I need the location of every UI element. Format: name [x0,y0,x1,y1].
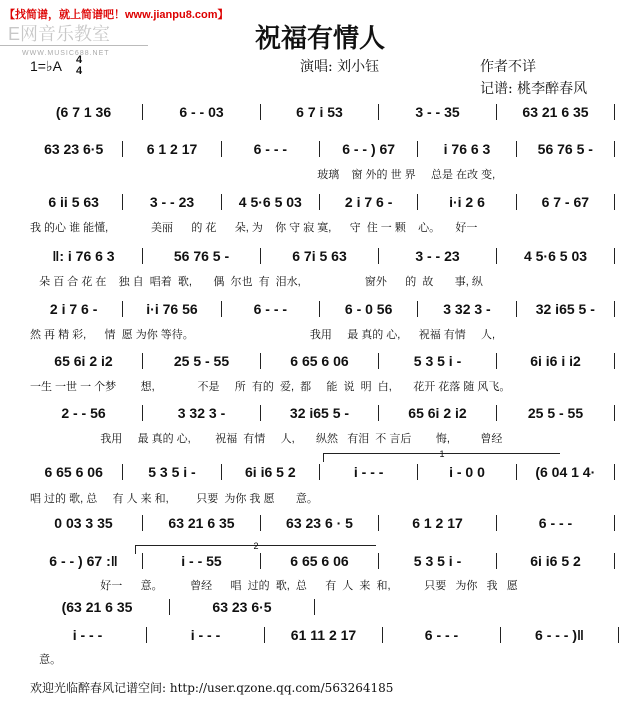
measure: 4 5·6 5 03 [238,194,302,210]
measure: i·i 2 6 [449,194,485,210]
measure: 6 - - - )‖ [535,627,584,643]
measure: 5 3 5 i - [148,464,196,480]
song-title: 祝福有情人 [254,24,385,54]
volta-2-bracket [135,541,376,554]
measure: 2 - - 56 [61,405,106,421]
bar-line [378,553,379,569]
measure: 6 65 6 06 [290,553,349,569]
watermark-text: 【找简谱，就上简谱吧！www.jianpu8.com】 [4,9,229,21]
logo-url: WWW.MUSIC688.NET [22,50,110,57]
measure: ‖: i 76 6 3 [52,248,115,264]
bar-line [378,104,379,120]
bar-line [122,464,123,480]
score-system [28,553,618,569]
measure: 6 65 6 06 [290,353,349,369]
bar-line [378,353,379,369]
lyrics-line: 我用 最 真的 心, 祝福 有情 人, 纵然 有泪 不 言后 悔, 曾经 [30,433,503,445]
lyrics-line: 朵 百 合 花 在 独 自 唱着 歌, 偶 尔也 有 泪水, 窗外 的 故 事, 纵 [30,276,483,288]
measure: i - 0 0 [449,464,485,480]
singer: 演唱: 刘小钰 [300,59,380,75]
volta-2-label: 2 [253,541,259,551]
bar-line [496,248,497,264]
bar-line [516,464,517,480]
measure: i 76 6 3 [443,141,491,157]
bar-line [260,104,261,120]
bar-line [614,248,615,264]
measure: 3 32 3 - [177,405,226,421]
bar-line [260,353,261,369]
measure: 25 5 - 55 [527,405,584,421]
bar-line [142,353,143,369]
measure: 6i i6 5 2 [530,553,581,569]
bar-line [496,104,497,120]
measure: 2 i 7 6 - [344,194,393,210]
score-system [28,141,618,157]
time-sig-bottom: 4 [76,65,83,77]
score-system [28,104,618,120]
bar-line [614,301,615,317]
bar-line [614,515,615,531]
score-system [28,194,618,210]
bar-line [417,141,418,157]
score-system [28,515,618,531]
measure: 65 6i 2 i2 [408,405,467,421]
bar-line [319,141,320,157]
measure: 6i i6 5 2 [245,464,296,480]
key-signature: 1=♭A [30,58,62,74]
score-system [28,353,618,369]
measure: 6 - - - [253,141,288,157]
measure: 63 23 6·5 [212,599,272,615]
measure: 6 - - ) 67 :‖ [49,553,118,569]
measure: 6 ii 5 63 [48,194,99,210]
bar-line [314,599,315,615]
bar-line [221,194,222,210]
lyrics-line: 我 的心 谁 能懂, 美丽 的 花 朵, 为 你 守 寂 寞, 守 住 一 颗 心。 好一 [30,222,478,234]
bar-line [614,405,615,421]
measure: 0 03 3 35 [54,515,113,531]
time-sig-top: 4 [76,54,83,66]
volta-1-label: 1 [439,449,445,459]
bar-line [142,405,143,421]
measure: (6 7 1 36 [55,104,112,120]
measure: 6 7i 5 63 [292,248,347,264]
measure: 6 65 6 06 [44,464,103,480]
bar-line [417,464,418,480]
bar-line [142,515,143,531]
bar-line [378,405,379,421]
measure: 61 11 2 17 [290,627,357,643]
measure: i - - - [72,627,103,643]
measure: 2 i 7 6 - [49,301,98,317]
measure: (6 04 1 4· [535,464,596,480]
bar-line [614,353,615,369]
measure: 3 - - 23 [415,248,460,264]
bar-line [496,405,497,421]
measure: 6 1 2 17 [146,141,198,157]
lyrics-line: 然 再 精 彩, 情 愿 为你 等待。 我用 最 真的 心, 祝福 有情 人, [30,329,496,341]
footer-text: 欢迎光临醉春风记谱空间: http://user.qzone.qq.com/563264185 [30,681,394,695]
bar-line [500,627,501,643]
bar-line [260,515,261,531]
bar-line [516,194,517,210]
lyrics-line: 意。 [30,654,62,666]
measure: 6 - - - [253,301,288,317]
measure: i - - - [353,464,384,480]
measure: 5 3 5 i - [413,553,462,569]
measure: (63 21 6 35 [61,599,133,615]
bar-line [614,553,615,569]
measure: 5 3 5 i - [413,353,462,369]
measure: 65 6i 2 i2 [54,353,113,369]
measure: 63 21 6 35 [168,515,235,531]
bar-line [142,104,143,120]
composer: 作者不详 [480,59,536,75]
bar-line [516,301,517,317]
bar-line [614,104,615,120]
score-system [32,627,622,643]
measure: 4 5·6 5 03 [523,248,588,264]
bar-line [382,627,383,643]
bar-line [122,141,123,157]
score-system [28,599,318,615]
bar-line [169,599,170,615]
measure: 6 - - - [538,515,573,531]
measure: 63 23 6·5 [44,141,104,157]
bar-line [614,464,615,480]
measure: i·i 76 56 [146,301,198,317]
bar-line [319,301,320,317]
score-system [28,248,618,264]
measure: 6 - 0 56 [344,301,393,317]
bar-line [378,515,379,531]
measure: 3 - - 23 [149,194,195,210]
bar-line [122,301,123,317]
bar-line [614,194,615,210]
lyrics-line: 唱 过的 歌, 总 有 人 来 和, 只要 为你 我 愿 意。 [30,493,318,505]
lyrics-line: 一生 一世 一 个梦 想, 不是 所 有的 爱, 都 能 说 明 白, 花开 花落 随 风飞。 [30,381,511,393]
bar-line [260,248,261,264]
bar-line [516,141,517,157]
bar-line [260,553,261,569]
bar-line [221,141,222,157]
score-system [28,405,618,421]
lyrics-line: 玻璃 窗 外的 世 界 总是 在改 变, [30,169,496,181]
measure: 6 - - ) 67 [342,141,396,157]
lyrics-line: 好一 意。 曾经 唱 过的 歌, 总 有 人 来 和, 只要 为你 我 愿 [30,580,518,592]
measure: 63 21 6 35 [522,104,589,120]
measure: 6 - - - [424,627,459,643]
bar-line [614,141,615,157]
measure: 6 - - 03 [179,104,224,120]
bar-line [221,464,222,480]
measure: 56 76 5 - [537,141,593,157]
score-system [28,464,618,480]
measure: 6 7 i 53 [296,104,343,120]
measure: i - - - [190,627,221,643]
bar-line [260,405,261,421]
measure: 56 76 5 - [173,248,230,264]
time-signature [76,55,82,77]
bar-line [142,553,143,569]
measure: 32 i65 5 - [289,405,350,421]
measure: i - - 55 [181,553,222,569]
bar-line [146,627,147,643]
bar-line [378,248,379,264]
measure: 32 i65 5 - [535,301,595,317]
site-logo: E网音乐教室 [8,24,111,44]
bar-line [319,194,320,210]
measure: 3 32 3 - [443,301,491,317]
bar-line [496,515,497,531]
bar-line [496,553,497,569]
measure: 63 23 6 · 5 [286,515,353,531]
bar-line [618,627,619,643]
bar-line [221,301,222,317]
bar-line [142,248,143,264]
volta-1-bracket [323,449,560,462]
bar-line [122,194,123,210]
measure: 6 7 - 67 [541,194,590,210]
score-system [28,301,618,317]
measure: 3 - - 35 [415,104,460,120]
measure: 6 1 2 17 [412,515,463,531]
measure: 6i i6 i i2 [530,353,581,369]
bar-line [417,301,418,317]
bar-line [496,353,497,369]
bar-line [264,627,265,643]
bar-line [417,194,418,210]
transcriber: 记谱: 桃李醉春风 [480,81,588,97]
bar-line [319,464,320,480]
measure: 25 5 - 55 [173,353,230,369]
